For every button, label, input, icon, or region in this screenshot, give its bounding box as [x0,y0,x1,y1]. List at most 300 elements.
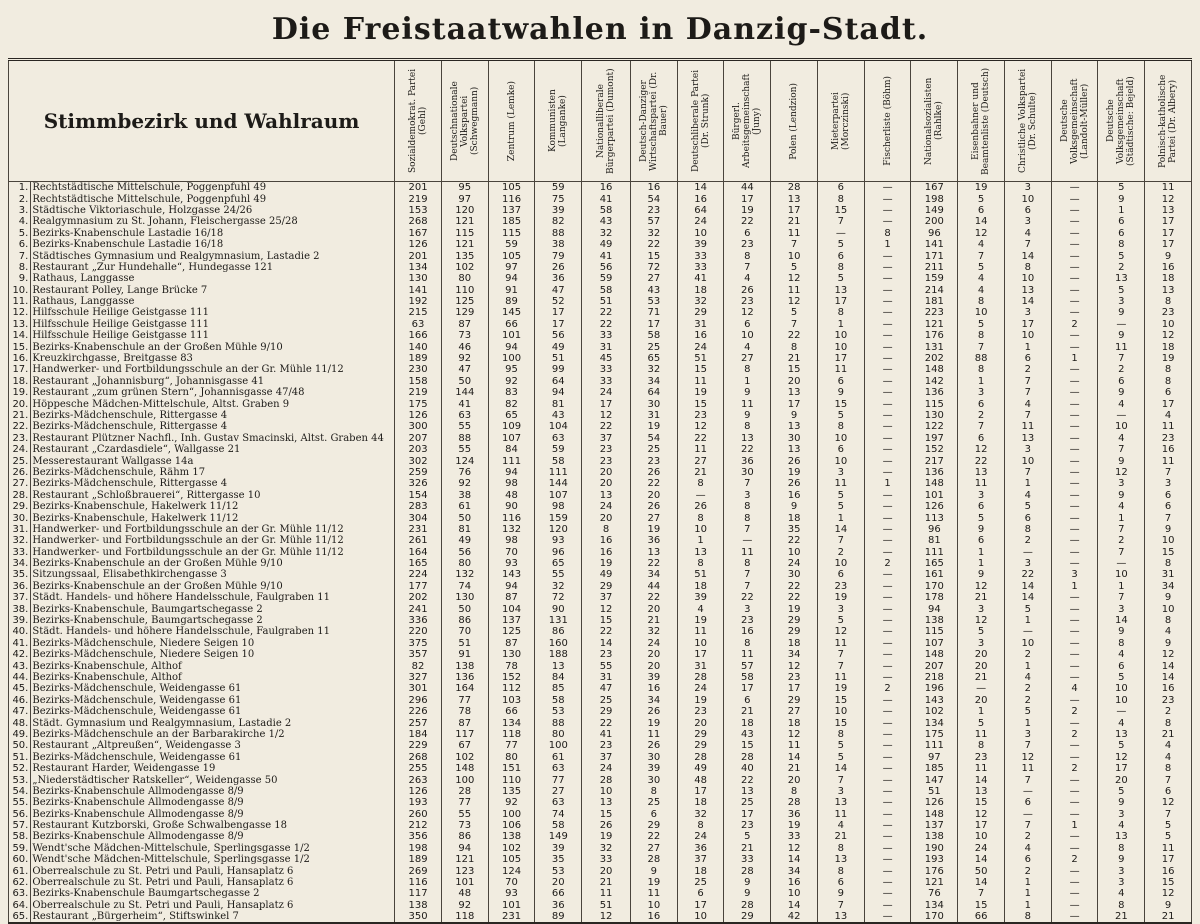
row-number: 61. [9,865,31,876]
vote-count: 87 [488,638,535,649]
vote-count: 26 [582,820,631,831]
row-number: 43. [9,660,31,671]
vote-count: 8 [1098,239,1145,250]
vote-count: 8 [1004,524,1051,535]
vote-count: 21 [1098,911,1145,923]
vote-count: 164 [395,547,442,558]
vote-count: — [864,592,911,603]
vote-count: 55 [582,660,631,671]
vote-count: 135 [488,786,535,797]
vote-count: 94 [488,467,535,478]
vote-count: 165 [911,558,958,569]
vote-count: 166 [395,330,442,341]
vote-count: 20 [677,717,724,728]
vote-count: 97 [488,262,535,273]
vote-count: 86 [441,615,488,626]
vote-count: — [1051,911,1098,923]
vote-count: 5 [1098,740,1145,751]
vote-count: 59 [582,273,631,284]
vote-count: 12 [582,410,631,421]
vote-count: 4 [1004,398,1051,409]
vote-count: 111 [535,467,582,478]
vote-count: 22 [582,717,631,728]
vote-count: 20 [582,467,631,478]
vote-count: 8 [958,330,1005,341]
row-number: 15. [9,341,31,352]
vote-count: 4 [724,273,771,284]
vote-count: 17 [1145,216,1192,227]
vote-count: 1 [1051,820,1098,831]
vote-count: 18 [677,581,724,592]
row-number: 28. [9,490,31,501]
table-row [9,193,1192,204]
vote-count: 6 [1004,512,1051,523]
vote-count: 54 [630,193,677,204]
vote-count: 3 [817,603,864,614]
vote-count: 59 [535,182,582,194]
vote-count: — [864,524,911,535]
vote-count: 178 [911,592,958,603]
vote-count: 33 [677,262,724,273]
row-number: 57. [9,820,31,831]
vote-count: 12 [1098,467,1145,478]
vote-count: 14 [1004,592,1051,603]
table-row [9,843,1192,854]
vote-count: 15 [677,364,724,375]
row-number: 31. [9,524,31,535]
vote-count: 13 [1098,831,1145,842]
vote-count: 88 [958,353,1005,364]
table-row [9,296,1192,307]
vote-count: 77 [535,774,582,785]
vote-count: — [864,695,911,706]
vote-count: 41 [441,398,488,409]
polling-place: Rathaus, Langgasse [31,273,395,284]
vote-count: 7 [817,660,864,671]
vote-count: 137 [488,205,535,216]
vote-count: 268 [395,752,442,763]
vote-count: 32 [677,296,724,307]
vote-count: 58 [724,672,771,683]
vote-count: 57 [724,660,771,671]
vote-count: — [1051,228,1098,239]
party-column-header: Deutschliberale Partei (Dr. Strunk) [677,60,724,182]
vote-count: 94 [911,603,958,614]
polling-place: Handwerker- und Fortbildungsschule an der Gr. Mühle 11/12 [31,547,395,558]
vote-count: 1 [1098,512,1145,523]
vote-count: — [864,193,911,204]
vote-count: 17 [1098,763,1145,774]
table-row [9,558,1192,569]
vote-count: 10 [817,558,864,569]
row-number: 52. [9,763,31,774]
table-row [9,330,1192,341]
vote-count: 167 [911,182,958,194]
vote-count: — [677,490,724,501]
vote-count: 12 [771,273,818,284]
vote-count: — [864,786,911,797]
party-column-header: Bürgerl. Arbeitsgemeinschaft (Juny) [724,60,771,182]
vote-count: 6 [1098,228,1145,239]
vote-count: 9 [1098,854,1145,865]
vote-count: 80 [441,558,488,569]
vote-count: — [1051,478,1098,489]
vote-count: 23 [582,649,631,660]
vote-count: 7 [1098,592,1145,603]
vote-count: 58 [535,455,582,466]
vote-count: 2 [817,547,864,558]
vote-count: 34 [1145,581,1192,592]
vote-count: — [864,706,911,717]
vote-count: 4 [1098,433,1145,444]
vote-count: 102 [911,706,958,717]
vote-count: 20 [630,603,677,614]
vote-count: 49 [535,341,582,352]
vote-count: 14 [1004,296,1051,307]
vote-count: 4 [1145,740,1192,751]
vote-count: 132 [488,524,535,535]
vote-count: 185 [488,216,535,227]
polling-place: Bezirks-Knabenschule, Baumgartschegasse 2 [31,603,395,614]
vote-count: 11 [724,649,771,660]
table-row [9,341,1192,352]
vote-count: — [864,467,911,478]
table-row [9,398,1192,409]
vote-count: — [724,535,771,546]
vote-count: 3 [1098,808,1145,819]
row-number: 44. [9,672,31,683]
vote-count: 46 [441,341,488,352]
vote-count: 105 [488,854,535,865]
vote-count: 11 [724,547,771,558]
vote-count: 3 [1004,182,1051,194]
vote-count: 8 [677,512,724,523]
vote-count: 161 [911,569,958,580]
vote-count: 2 [1004,649,1051,660]
vote-count: — [1051,717,1098,728]
vote-count: 2 [1004,535,1051,546]
vote-count: 9 [958,569,1005,580]
row-number: 10. [9,285,31,296]
row-number: 14. [9,330,31,341]
vote-count: 9 [1145,900,1192,911]
vote-count: — [1051,888,1098,899]
vote-count: 130 [488,649,535,660]
vote-count: 9 [771,410,818,421]
vote-count: 7 [724,478,771,489]
vote-count: 96 [911,524,958,535]
vote-count: — [1051,592,1098,603]
vote-count: 23 [724,615,771,626]
vote-count: 8 [1098,900,1145,911]
table-row [9,774,1192,785]
vote-count: 110 [488,774,535,785]
vote-count: 101 [488,900,535,911]
vote-count: 24 [582,763,631,774]
vote-count: 7 [771,239,818,250]
vote-count: 6 [817,376,864,387]
polling-place: Bezirks-Knabenschule, Althof [31,672,395,683]
row-number: 13. [9,319,31,330]
vote-count: 61 [535,752,582,763]
vote-count: 47 [582,683,631,694]
vote-count: 17 [677,900,724,911]
table-row [9,216,1192,227]
vote-count: 375 [395,638,442,649]
vote-count: 12 [582,911,631,923]
vote-count: 103 [488,695,535,706]
vote-count: 4 [1145,752,1192,763]
vote-count: — [1051,285,1098,296]
vote-count: — [864,729,911,740]
vote-count: 20 [1098,774,1145,785]
vote-count: 159 [535,512,582,523]
vote-count: 49 [441,535,488,546]
vote-count: 1 [1004,478,1051,489]
vote-count: 37 [677,854,724,865]
vote-count: 5 [817,239,864,250]
vote-count: 201 [395,182,442,194]
vote-count: 1 [1098,205,1145,216]
vote-count: 7 [1145,774,1192,785]
vote-count: 121 [441,239,488,250]
vote-count: 82 [488,398,535,409]
row-number: 59. [9,843,31,854]
vote-count: 17 [582,398,631,409]
vote-count: 2 [1051,729,1098,740]
vote-count: 134 [911,900,958,911]
polling-place: Bezirks-Knabenschule Allmodengasse 8/9 [31,786,395,797]
vote-count: 10 [677,228,724,239]
vote-count: 49 [582,239,631,250]
vote-count: 198 [395,843,442,854]
vote-count: 79 [535,250,582,261]
vote-count: 44 [630,581,677,592]
vote-count: 87 [441,717,488,728]
vote-count: 8 [958,296,1005,307]
vote-count: 1 [1004,888,1051,899]
vote-count: 7 [1098,547,1145,558]
vote-count: 63 [441,410,488,421]
vote-count: 19 [771,820,818,831]
vote-count: 88 [535,717,582,728]
vote-count: 5 [817,490,864,501]
vote-count: 29 [677,740,724,751]
vote-count: 22 [724,592,771,603]
vote-count: 14 [1004,250,1051,261]
vote-count: 10 [771,888,818,899]
row-number: 36. [9,581,31,592]
party-column-header: Sozialdemokrat. Partei (Gehl) [395,60,442,182]
vote-count: 94 [488,581,535,592]
vote-count: 8 [724,512,771,523]
vote-count: — [864,911,911,923]
row-number: 17. [9,364,31,375]
vote-count: 82 [535,216,582,227]
vote-count: — [1051,558,1098,569]
vote-count: 2 [864,683,911,694]
vote-count: 19 [582,558,631,569]
polling-place: Bezirks-Mädchenschule, Rittergasse 4 [31,410,395,421]
vote-count: 6 [817,877,864,888]
vote-count: 77 [441,797,488,808]
vote-count: 64 [677,205,724,216]
polling-place: Bezirks-Knabenschule, Baumgartschegasse 2 [31,615,395,626]
vote-count: 2 [864,558,911,569]
vote-count: 5 [817,615,864,626]
vote-count: 17 [677,649,724,660]
vote-count: 21 [958,592,1005,603]
row-number: 4. [9,216,31,227]
row-number: 11. [9,296,31,307]
vote-count: 102 [441,752,488,763]
vote-count: 8 [817,193,864,204]
vote-count: 26 [630,501,677,512]
vote-count: 70 [488,877,535,888]
vote-count: 8 [724,638,771,649]
vote-count: 111 [911,547,958,558]
vote-count: 4 [1098,501,1145,512]
vote-count: 134 [395,262,442,273]
vote-count: 14 [1098,615,1145,626]
vote-count: 13 [958,786,1005,797]
table-row [9,638,1192,649]
vote-count: 12 [817,626,864,637]
vote-count: 28 [630,854,677,865]
row-number: 18. [9,376,31,387]
vote-count: 3 [958,490,1005,501]
vote-count: 73 [441,820,488,831]
row-number: 58. [9,831,31,842]
polling-place: Städtisches Gymnasium und Realgymnasium, Lastadie 2 [31,250,395,261]
vote-count: 126 [911,501,958,512]
vote-count: 39 [535,205,582,216]
vote-count: 19 [630,717,677,728]
vote-count: 36 [535,273,582,284]
vote-count: — [864,740,911,751]
row-number: 27. [9,478,31,489]
vote-count: 12 [958,444,1005,455]
vote-count: 8 [724,364,771,375]
vote-count: 231 [395,524,442,535]
vote-count: 259 [395,467,442,478]
district-column-header: Stimmbezirk und Wahlraum [9,60,395,182]
vote-count: — [1051,501,1098,512]
vote-count: 4 [958,239,1005,250]
vote-count: 7 [1098,444,1145,455]
vote-count: 301 [395,683,442,694]
vote-count: 100 [488,808,535,819]
vote-count: 8 [1145,717,1192,728]
vote-count: 32 [630,228,677,239]
vote-count: 35 [771,524,818,535]
vote-count: 37 [582,592,631,603]
vote-count: 138 [911,831,958,842]
vote-count: 58 [535,695,582,706]
vote-count: 134 [488,717,535,728]
vote-count: 159 [911,273,958,284]
vote-count: 22 [630,592,677,603]
vote-count: — [1051,398,1098,409]
table-row [9,307,1192,318]
vote-count: 1 [724,376,771,387]
vote-count: 10 [771,250,818,261]
vote-count: 14 [771,752,818,763]
row-number: 5. [9,228,31,239]
vote-count: 17 [771,398,818,409]
vote-count: 5 [958,717,1005,728]
vote-count: 50 [441,512,488,523]
vote-count: 11 [724,398,771,409]
vote-count: 302 [395,455,442,466]
row-number: 3. [9,205,31,216]
vote-count: 13 [1145,285,1192,296]
vote-count: 131 [535,615,582,626]
table-row [9,649,1192,660]
vote-count: 47 [441,364,488,375]
vote-count: 170 [911,911,958,923]
vote-count: 23 [724,820,771,831]
vote-count: 22 [724,444,771,455]
vote-count: 91 [441,649,488,660]
vote-count: 118 [441,911,488,923]
vote-count: 4 [1004,490,1051,501]
vote-count: 9 [630,865,677,876]
table-row [9,478,1192,489]
vote-count: — [1051,535,1098,546]
vote-count: 220 [395,626,442,637]
vote-count: 29 [724,911,771,923]
polling-place: Handwerker- und Fortbildungsschule an der Gr. Mühle 11/12 [31,524,395,535]
vote-count: 51 [677,353,724,364]
vote-count: 36 [677,843,724,854]
vote-count: 66 [958,911,1005,923]
vote-count: — [864,797,911,808]
vote-count: 18 [677,865,724,876]
vote-count: 17 [630,319,677,330]
vote-count: 26 [771,478,818,489]
vote-count: 13 [817,854,864,865]
vote-count: 1 [817,512,864,523]
vote-count: 6 [958,398,1005,409]
vote-count: 9 [1145,250,1192,261]
vote-count: 8 [864,228,911,239]
table-row [9,877,1192,888]
vote-count: 53 [630,296,677,307]
vote-count: 48 [488,490,535,501]
vote-count: 64 [630,387,677,398]
vote-count: 12 [1145,193,1192,204]
vote-count: 10 [817,706,864,717]
vote-count: 3 [958,603,1005,614]
vote-count: 24 [677,341,724,352]
row-number: 9. [9,273,31,284]
vote-count: 87 [488,592,535,603]
vote-count: 24 [771,558,818,569]
row-number: 48. [9,717,31,728]
polling-place: Hilfsschule Heilige Geistgasse 111 [31,319,395,330]
vote-count: 14 [958,216,1005,227]
vote-count: 41 [582,193,631,204]
vote-count: 13 [771,421,818,432]
vote-count: 17 [724,683,771,694]
row-number: 54. [9,786,31,797]
vote-count: 126 [911,797,958,808]
vote-count: 31 [630,410,677,421]
vote-count: 153 [395,205,442,216]
vote-count: 164 [441,683,488,694]
vote-count: 193 [911,854,958,865]
